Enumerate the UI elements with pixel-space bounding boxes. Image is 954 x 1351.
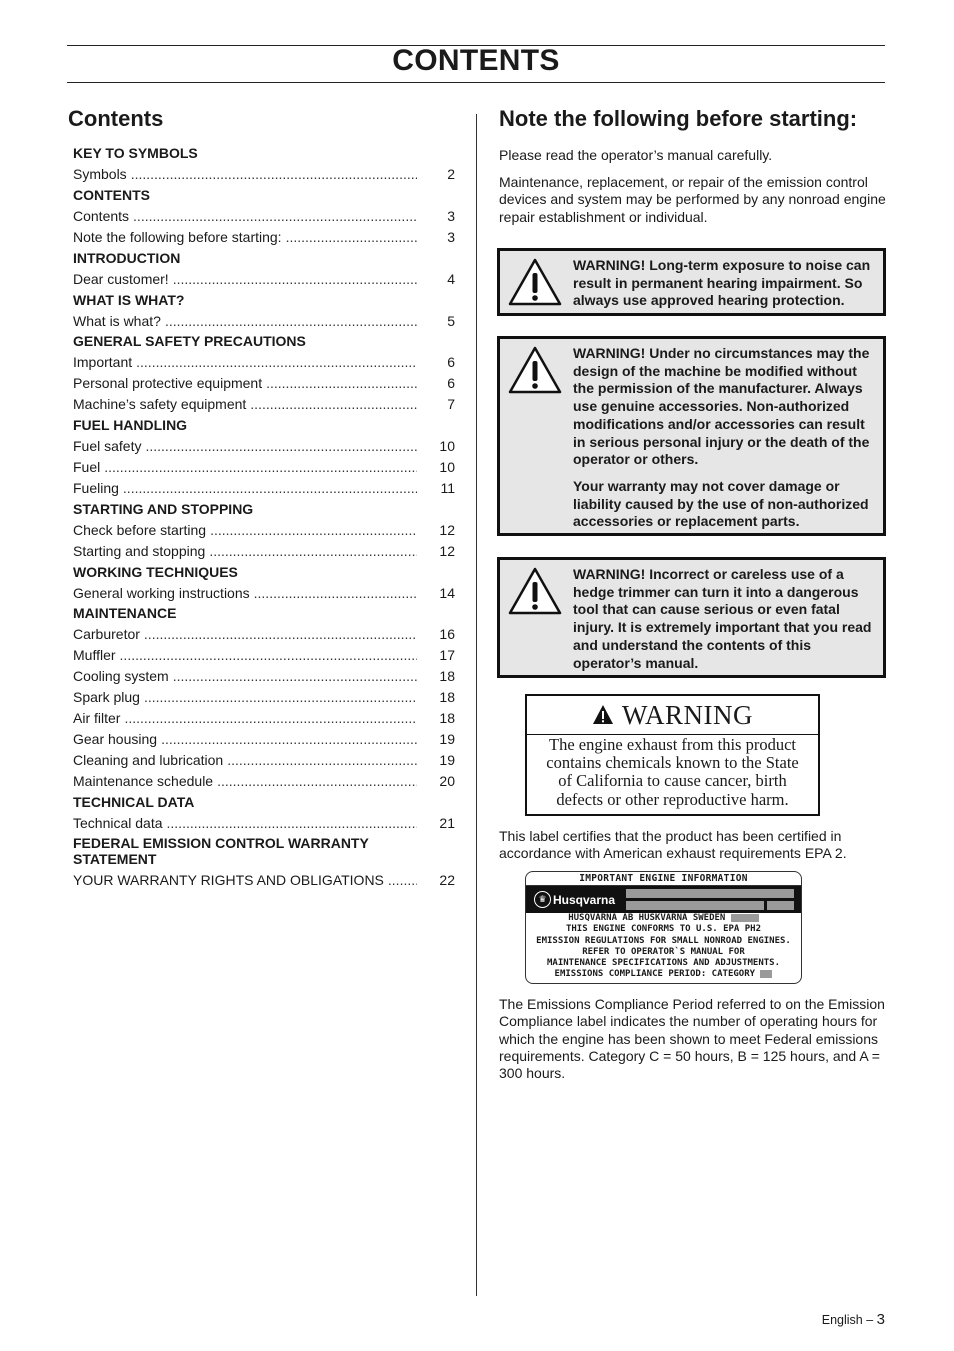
toc-dot-leader xyxy=(136,352,417,373)
toc-dot-leader xyxy=(145,436,417,457)
toc-entry xyxy=(73,164,455,185)
california-warning-label xyxy=(525,694,820,816)
toc-entry-label: Personal protective equipment xyxy=(73,375,263,392)
toc-entry-label: Cleaning and lubrication xyxy=(73,751,224,768)
toc-dot-leader xyxy=(124,708,417,729)
toc-entry-page: 22 xyxy=(439,872,455,889)
toc-dot-leader xyxy=(104,457,417,478)
toc-entry xyxy=(73,583,455,604)
toc-dot-leader xyxy=(217,771,417,792)
california-warning-line: defects or other reproductive harm. xyxy=(556,789,789,809)
toc-entry-page: 17 xyxy=(439,647,455,664)
toc-entry-page: 18 xyxy=(439,668,455,685)
husqvarna-crown-icon: ♛ xyxy=(534,891,551,908)
toc-section-title: STARTING AND STOPPING xyxy=(73,500,254,517)
toc-dot-leader xyxy=(120,645,417,666)
toc-entry xyxy=(73,708,455,729)
california-warning-line: contains chemicals known to the State xyxy=(546,753,799,773)
toc-dot-leader xyxy=(173,666,417,687)
warning-triangle-icon xyxy=(592,704,614,726)
toc-entry-page: 18 xyxy=(439,689,455,706)
noise-warning-text: WARNING! Long-term exposure to noise can result in permanent hearing impairment. So always use approved hearing protection. xyxy=(573,257,871,309)
toc-section-title: GENERAL SAFETY PRECAUTIONS xyxy=(73,333,306,350)
toc-entry-label: Cooling system xyxy=(73,668,169,685)
emission-label-line: REFER TO OPERATOR`S MANUAL FOR xyxy=(582,946,745,957)
toc-entry xyxy=(73,870,455,891)
toc-section-title: FEDERAL EMISSION CONTROL WARRANTY STATEMENT xyxy=(73,835,369,868)
california-warning-body xyxy=(533,736,812,809)
label-blank-field xyxy=(760,970,772,978)
toc-dot-leader xyxy=(286,227,417,248)
toc-entry-page: 12 xyxy=(439,542,455,559)
toc-entry-page: 20 xyxy=(439,772,455,789)
toc-entry-label: Symbols xyxy=(73,166,127,182)
toc-entry-label: YOUR WARRANTY RIGHTS AND OBLIGATIONS xyxy=(73,872,384,889)
emission-label-line: EMISSIONS COMPLIANCE PERIOD: CATEGORY xyxy=(526,969,801,980)
toc-entry-label: Dear customer! xyxy=(73,270,169,287)
footer-separator: – xyxy=(862,1313,877,1327)
toc-section-title: TECHNICAL DATA xyxy=(73,793,195,810)
toc-entry xyxy=(73,311,455,332)
toc-dot-leader xyxy=(388,870,417,891)
toc-entry-page: 4 xyxy=(447,270,455,287)
toc-entry xyxy=(73,269,455,290)
page-footer xyxy=(822,1311,885,1328)
toc-dot-leader xyxy=(161,729,417,750)
intro-paragraph: Please read the operator’s manual carefully. xyxy=(499,147,773,163)
toc-entry xyxy=(73,666,455,687)
table-of-contents xyxy=(73,143,455,891)
toc-entry xyxy=(73,478,455,499)
toc-entry-label: Starting and stopping xyxy=(73,542,206,559)
husqvarna-logo xyxy=(534,891,615,908)
toc-entry-page: 14 xyxy=(439,584,455,601)
toc-entry xyxy=(73,394,455,415)
toc-section-title: FUEL HANDLING xyxy=(73,417,188,434)
brand-name: Husqvarna xyxy=(553,892,616,907)
page-number: 3 xyxy=(876,1311,885,1328)
emission-compliance-label xyxy=(525,871,802,984)
toc-entry-page: 2 xyxy=(447,166,455,182)
toc-entry-page: 3 xyxy=(447,228,455,245)
toc-dot-leader xyxy=(167,813,417,834)
toc-dot-leader xyxy=(144,624,417,645)
toc-dot-leader xyxy=(209,541,417,562)
toc-entry-label: Air filter xyxy=(73,710,121,727)
toc-entry-label: What is what? xyxy=(73,312,161,329)
toc-entry-label: Muffler xyxy=(73,647,116,664)
toc-dot-leader xyxy=(210,520,417,541)
emission-label-text xyxy=(526,913,801,981)
toc-entry xyxy=(73,771,455,792)
toc-entry-page: 21 xyxy=(439,814,455,831)
toc-entry-label: Note the following before starting: xyxy=(73,228,282,245)
toc-entry-page: 11 xyxy=(440,479,455,496)
toc-entry-page: 7 xyxy=(447,396,455,413)
toc-entry xyxy=(73,750,455,771)
toc-entry xyxy=(73,352,455,373)
compliance-period-paragraph: The Emissions Compliance Period referred to on the Emission Compliance label indicates the number of operating hours for which the engine has been shown to meet Federal emissions requirements. Category C = 50 hours, B = 125 hours, and A = 300 hours. xyxy=(499,996,885,1082)
toc-entry xyxy=(73,227,455,248)
toc-entry-label: Fuel safety xyxy=(73,438,142,455)
label-blank-field xyxy=(731,914,759,922)
note-heading: Note the following before starting: xyxy=(499,106,858,131)
emission-label-line: THIS ENGINE CONFORMS TO U.S. EPA PH2 xyxy=(565,924,762,935)
epa-certification-paragraph: This label certifies that the product has been certified in accordance with American exhaust requirements EPA 2. xyxy=(499,828,847,862)
header-bottom-rule xyxy=(67,82,885,83)
modification-warning-para: WARNING! Under no circumstances may the design of the machine be modified without the permission of the manufacturer. Always use genuine accessories. Non-authorized modifications and/or accessories can result in serious personal injury or the death of the operator or others. xyxy=(573,345,870,468)
warning-triangle-icon xyxy=(507,566,563,616)
toc-entry-label: Important xyxy=(73,354,133,371)
toc-dot-leader xyxy=(123,478,417,499)
toc-entry xyxy=(73,813,455,834)
toc-entry xyxy=(73,541,455,562)
warranty-warning-para: Your warranty may not cover damage or liability caused by the use of non-authorized accessories or replacement parts. xyxy=(573,477,869,530)
toc-dot-leader xyxy=(133,206,417,227)
toc-dot-leader xyxy=(144,687,417,708)
toc-entry-label: Spark plug xyxy=(73,689,140,706)
toc-entry-label: Fuel xyxy=(73,459,101,476)
toc-dot-leader xyxy=(254,583,417,604)
label-blank-field xyxy=(626,889,794,898)
toc-entry xyxy=(73,729,455,750)
label-blank-field xyxy=(626,901,764,910)
toc-section-title: WORKING TECHNIQUES xyxy=(73,563,238,580)
label-blank-field xyxy=(767,901,794,910)
toc-entry xyxy=(73,373,455,394)
toc-entry-label: Carburetor xyxy=(73,626,140,643)
toc-entry xyxy=(73,687,455,708)
toc-entry-label: Gear housing xyxy=(73,730,158,747)
toc-dot-leader xyxy=(173,269,417,290)
toc-dot-leader xyxy=(266,373,417,394)
modification-warning-text xyxy=(573,345,879,540)
toc-entry-page: 19 xyxy=(439,751,455,768)
toc-entry-label: Contents xyxy=(73,207,130,224)
toc-entry xyxy=(73,520,455,541)
maintenance-paragraph: Maintenance, replacement, or repair of the emission control devices and system may be performed by any nonroad engine repair establishment or individual. xyxy=(499,174,886,225)
footer-language: English xyxy=(821,1313,863,1327)
toc-dot-leader xyxy=(165,311,417,332)
toc-entry-label: Maintenance schedule xyxy=(73,772,214,789)
warning-triangle-icon xyxy=(507,345,563,395)
toc-entry-page: 6 xyxy=(447,354,455,371)
emission-label-line: HUSQVARNA AB HUSKVARNA SWEDEN xyxy=(526,913,801,924)
toc-entry-label: Check before starting xyxy=(73,521,207,538)
emission-label-line: EMISSION REGULATIONS FOR SMALL NONROAD ENGINES. xyxy=(536,935,791,946)
toc-heading: Contents xyxy=(68,106,164,131)
toc-section-title: INTRODUCTION xyxy=(73,249,181,266)
toc-entry-page: 18 xyxy=(439,710,455,727)
toc-section-title: CONTENTS xyxy=(73,186,150,203)
california-warning-line: The engine exhaust from this product xyxy=(549,735,796,754)
toc-section-title: WHAT IS WHAT? xyxy=(73,291,185,308)
toc-entry-label: Technical data xyxy=(73,814,163,831)
toc-entry-page: 5 xyxy=(447,312,455,329)
toc-entry xyxy=(73,624,455,645)
noise-warning-box xyxy=(497,248,886,316)
modification-warning-box xyxy=(497,336,886,536)
warning-triangle-icon xyxy=(507,257,563,307)
toc-entry-page: 19 xyxy=(439,730,455,747)
toc-dot-leader xyxy=(131,164,417,185)
emission-label-title: IMPORTANT ENGINE INFORMATION xyxy=(526,872,801,886)
careless-use-warning-box xyxy=(497,557,886,678)
toc-entry-page: 10 xyxy=(439,438,455,455)
california-warning-title: WARNING xyxy=(622,699,753,730)
toc-entry-page: 12 xyxy=(439,521,455,538)
toc-entry xyxy=(73,206,455,227)
emission-label-brand-band xyxy=(526,886,801,913)
toc-entry-page: 10 xyxy=(439,459,455,476)
emission-label-line: MAINTENANCE SPECIFICATIONS AND ADJUSTMENTS. xyxy=(547,958,780,969)
toc-entry-label: General working instructions xyxy=(73,584,250,601)
toc-section-title: MAINTENANCE xyxy=(73,605,177,622)
california-warning-line: of California to cause cancer, birth xyxy=(558,771,787,791)
page-title: CONTENTS xyxy=(392,44,560,77)
california-warning-header xyxy=(527,696,818,735)
toc-dot-leader xyxy=(227,750,417,771)
toc-entry-label: Fueling xyxy=(73,479,119,496)
toc-section-title: KEY TO SYMBOLS xyxy=(73,145,198,161)
toc-dot-leader xyxy=(250,394,417,415)
toc-entry-page: 3 xyxy=(447,207,455,224)
toc-entry xyxy=(73,457,455,478)
toc-entry xyxy=(73,645,455,666)
careless-use-warning-text: WARNING! Incorrect or careless use of a hedge trimmer can turn it into a dangerous tool that can cause serious or even fatal injury. It is extremely important that you read and understand the contents of this operator’s manual. xyxy=(573,566,872,671)
toc-entry-label: Machine’s safety equipment xyxy=(73,396,247,413)
column-divider xyxy=(476,114,477,1296)
toc-entry xyxy=(73,436,455,457)
toc-entry-page: 16 xyxy=(439,626,455,643)
toc-entry-page: 6 xyxy=(447,375,455,392)
